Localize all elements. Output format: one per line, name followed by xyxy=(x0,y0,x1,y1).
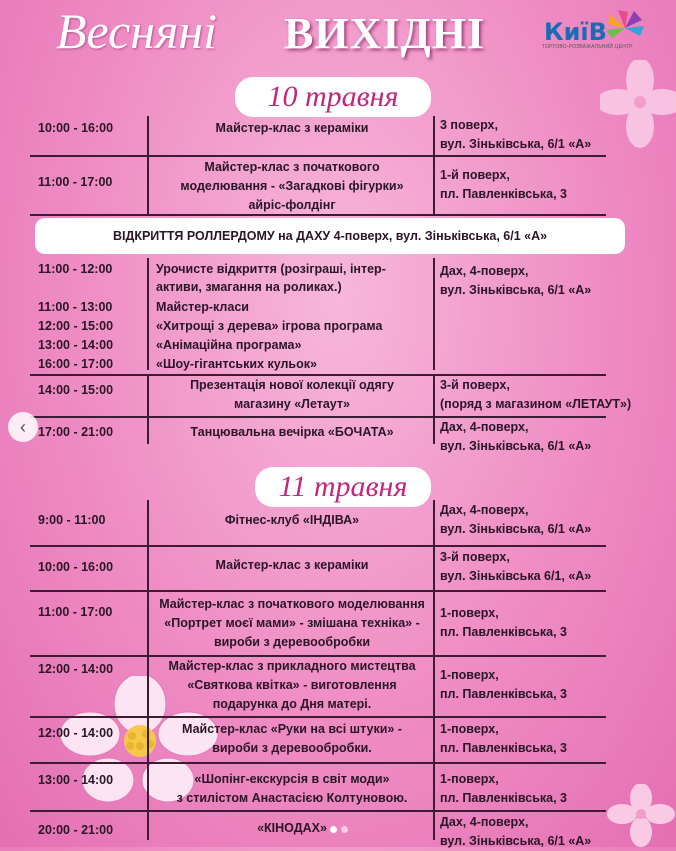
carousel-dot[interactable] xyxy=(330,826,337,833)
row-place: 1-поверх, пл. Павленківська, 3 xyxy=(440,772,568,805)
chevron-left-icon: ‹ xyxy=(20,417,26,437)
row-event: Майстер-клас з початкового моделювання - «Загадкові фігурки» айріс-фолдінг xyxy=(180,160,404,212)
row-time: 11:00 - 17:00 xyxy=(38,605,113,619)
row-event: «Хитрощі з дерева» ігрова програма xyxy=(156,319,383,333)
row-event: Майстер-клас з кераміки xyxy=(215,558,369,572)
row-place: 1-й поверх, пл. Павленківська, 3 xyxy=(440,168,568,201)
row-event: Презентація нової колекції одягу магазину «Летаут» xyxy=(190,378,394,411)
divider xyxy=(30,716,606,718)
row-event: Танцювальна вечірка «БОЧАТА» xyxy=(190,425,394,439)
divider xyxy=(30,155,606,157)
row-event: Урочисте відкриття (розіграші, інтер- xyxy=(156,262,386,276)
row-time: 12:00 - 15:00 xyxy=(38,319,114,333)
row-time: 10:00 - 16:00 xyxy=(38,121,114,135)
row-event: Майстер-класи xyxy=(156,300,249,314)
row-event: Майстер-клас «Руки на всі штуки» - вироби з деревообробки. xyxy=(182,722,402,755)
row-time: 16:00 - 17:00 xyxy=(38,357,114,371)
row-place: 1-поверх, пл. Павленківська, 3 xyxy=(440,722,568,755)
divider xyxy=(30,762,606,764)
row-place: 1-поверх, пл. Павленківська, 3 xyxy=(440,606,568,639)
date-pill-day2: 11 травня xyxy=(255,467,431,507)
mall-logo xyxy=(538,8,646,54)
logo-word: КиїВ xyxy=(544,18,607,46)
date-pill-day1: 10 травня xyxy=(235,77,431,117)
row-time: 20:00 - 21:00 xyxy=(38,823,114,837)
column-divider xyxy=(433,116,435,214)
row-place: 1-поверх, пл. Павленківська, 3 xyxy=(440,668,568,701)
row-time: 11:00 - 17:00 xyxy=(38,175,113,189)
row-event: активи, змагання на роликах.) xyxy=(156,280,342,294)
logo-subtitle: ТОРГОВО-РОЗВАЖАЛЬНИЙ ЦЕНТР xyxy=(542,44,633,50)
header xyxy=(0,0,676,70)
column-divider xyxy=(433,374,435,444)
row-place: Дах, 4-поверх, вул. Зіньківська, 6/1 «А» xyxy=(440,264,592,297)
divider xyxy=(30,590,606,592)
column-divider xyxy=(147,258,149,370)
row-event: Майстер-клас з кераміки xyxy=(215,121,369,135)
row-place: 3-й поверх, вул. Зіньківська 6/1, «А» xyxy=(440,550,592,583)
column-divider xyxy=(433,500,435,840)
row-place: 3-й поверх, (поряд з магазином «ЛЕТАУТ») xyxy=(440,378,632,411)
rollerdrome-banner: ВІДКРИТТЯ РОЛЛЕРДОМУ на ДАХУ 4-поверх, вул. Зіньківська, 6/1 «А» xyxy=(35,218,625,254)
row-event: «КІНОДАХ» xyxy=(257,821,327,835)
row-time: 14:00 - 15:00 xyxy=(38,383,114,397)
row-time: 12:00 - 14:00 xyxy=(38,662,114,676)
title-bold: ВИХІДНІ xyxy=(284,9,486,58)
carousel-prev-button[interactable] xyxy=(8,412,38,442)
row-time: 13:00 - 14:00 xyxy=(38,338,114,352)
row-time: 12:00 - 14:00 xyxy=(38,726,114,740)
carousel-dot[interactable] xyxy=(341,826,348,833)
row-event: «Анімаційна програма» xyxy=(156,338,302,352)
row-event: Майстер-клас з прикладного мистецтва «Святкова квітка» - виготовлення подарунка до Дня матері. xyxy=(168,659,416,711)
column-divider xyxy=(147,116,149,214)
row-place: 3 поверх, вул. Зіньківська, 6/1 «А» xyxy=(440,118,592,151)
divider xyxy=(30,545,606,547)
row-event: «Шоу-гігантських кульок» xyxy=(156,357,317,371)
row-time: 17:00 - 21:00 xyxy=(38,425,114,439)
row-place: Дах, 4-поверх, вул. Зіньківська, 6/1 «А» xyxy=(440,815,592,848)
row-place: Дах, 4-поверх, вул. Зіньківська, 6/1 «А» xyxy=(440,503,592,536)
divider xyxy=(30,810,606,812)
row-time: 13:00 - 14:00 xyxy=(38,773,114,787)
row-time: 9:00 - 11:00 xyxy=(38,513,106,527)
row-time: 11:00 - 12:00 xyxy=(38,262,113,276)
column-divider xyxy=(147,500,149,840)
column-divider xyxy=(147,374,149,444)
row-place: Дах, 4-поверх, вул. Зіньківська, 6/1 «А» xyxy=(440,420,592,453)
row-time: 11:00 - 13:00 xyxy=(38,300,113,314)
row-event: Фітнес-клуб «ІНДІВА» xyxy=(224,513,360,527)
row-event: «Шопінг-екскурсія в світ моди» з стилістом Анастасією Колтуновою. xyxy=(176,772,408,805)
logo-petals-icon xyxy=(604,8,646,48)
title-script: Весняні xyxy=(56,3,218,59)
row-time: 10:00 - 16:00 xyxy=(38,560,114,574)
row-event: Майстер-клас з початкового моделювання «Портрет моєї мами» - змішана техніка» - вироби з деревообробки xyxy=(159,597,425,649)
